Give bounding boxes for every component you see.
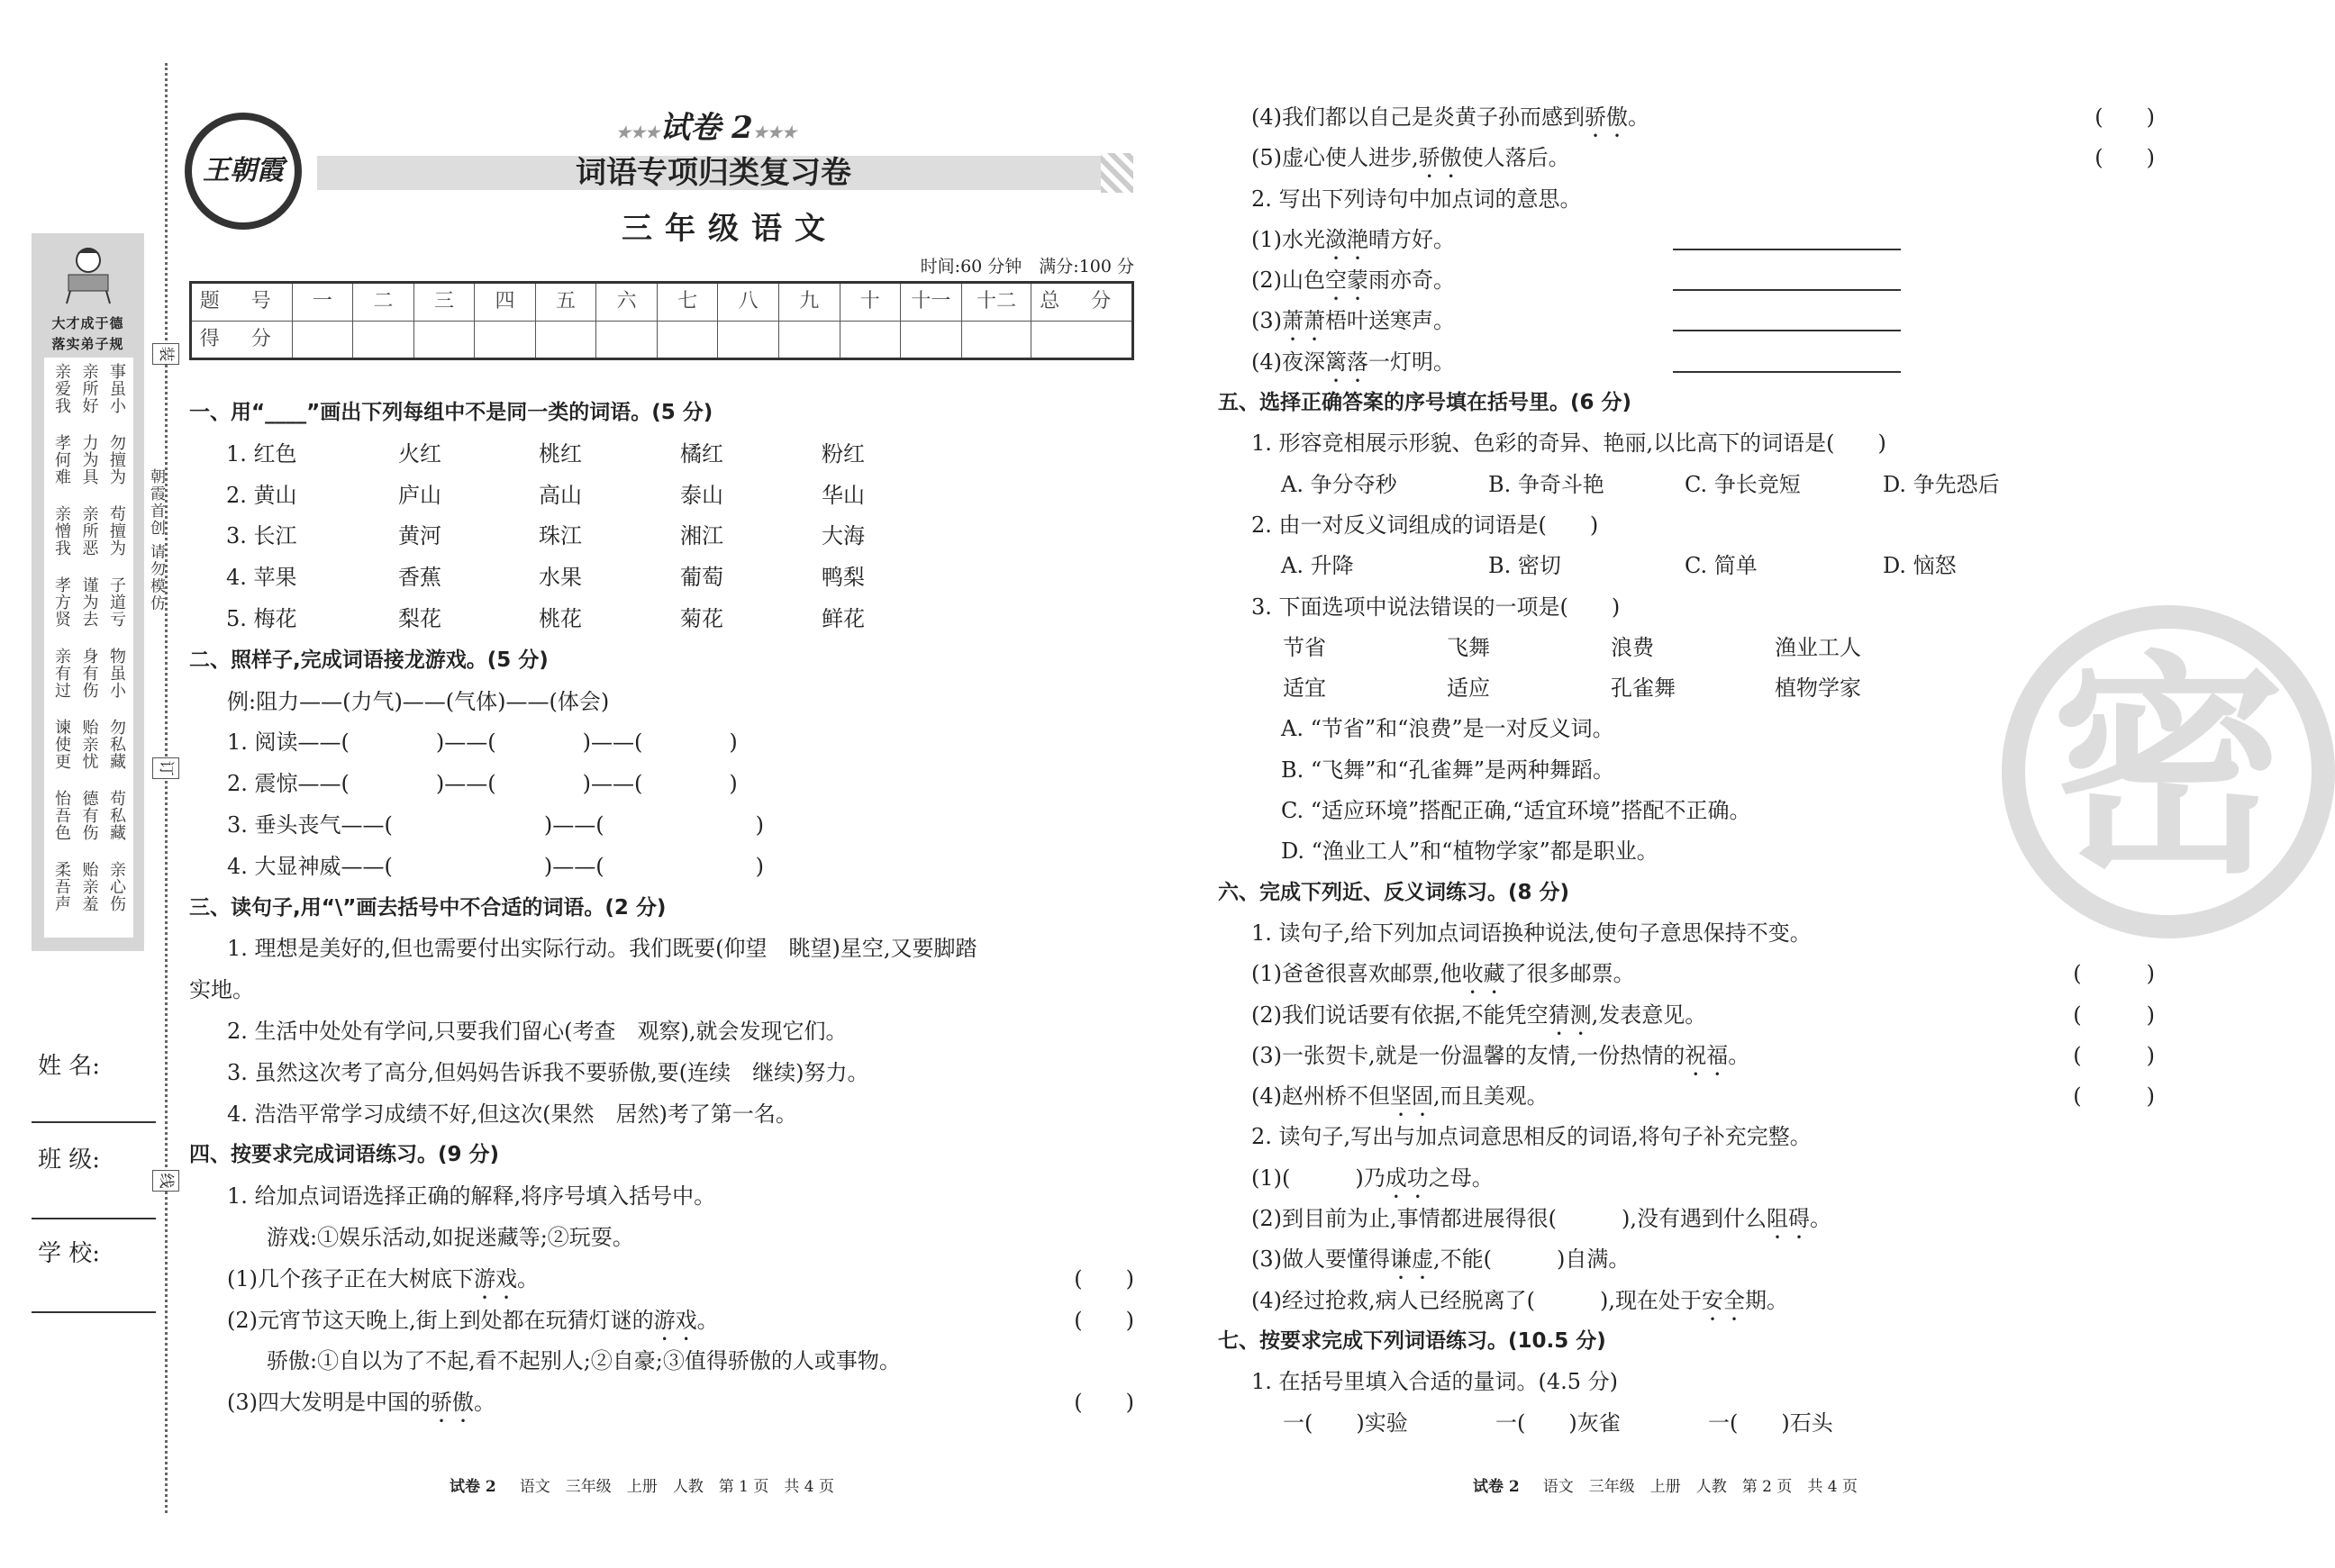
measure-word-row — [1218, 1403, 2155, 1444]
sidebar-dizigui — [32, 233, 144, 951]
right-column — [1218, 97, 2155, 1444]
option[interactable]: A. “节省”和“浪费”是一对反义词。 — [1281, 716, 1614, 742]
dotted-word: 空蒙 — [1325, 267, 1368, 294]
score-cell[interactable] — [535, 321, 596, 359]
answer-line[interactable] — [1673, 249, 1901, 250]
dotted-word: 收藏 — [1461, 961, 1505, 987]
score-cell[interactable] — [353, 321, 414, 359]
poem-item — [1218, 220, 2155, 260]
poem-item — [1218, 260, 2155, 301]
dotted-word: 骄傲 — [431, 1390, 474, 1416]
sentence-item[interactable]: 1. 理想是美好的,但也需要付出实际行动。我们既要(仰望 眺望)星空,又要脚踏 — [227, 936, 977, 962]
item-text: 晴方好。 — [1368, 226, 1455, 252]
answer-blank[interactable]: ( ) — [2073, 961, 2155, 987]
verse: 亲所好 — [79, 363, 99, 414]
item-text: (3) — [1251, 308, 1282, 334]
question-item — [1218, 97, 2155, 138]
footer-info: 语文 三年级 上册 人教 第 2 页 共 4 页 — [1542, 1478, 1858, 1496]
answer-line[interactable] — [1673, 330, 1901, 331]
table-header-cell: 十一 — [901, 283, 962, 322]
copyright-notice: 朝霞首创 请勿模仿 — [147, 468, 165, 612]
word[interactable]: 湘江 — [680, 523, 723, 549]
footer-info: 语文 三年级 上册 人教 第 1 页 共 4 页 — [519, 1478, 834, 1496]
word-group-row — [189, 516, 1134, 557]
word[interactable]: 菊花 — [680, 605, 723, 631]
score-cell[interactable] — [1031, 321, 1133, 359]
dotted-word: 成功 — [1385, 1165, 1429, 1191]
word: 浪费 — [1611, 634, 1654, 660]
fill-item[interactable] — [1218, 1281, 2155, 1321]
verse: 德有伤 — [79, 790, 99, 841]
option[interactable]: A. 争分夺秒 — [1281, 471, 1397, 497]
question-item — [1218, 995, 2155, 1036]
question-item — [189, 1259, 1134, 1301]
word[interactable]: 高山 — [539, 482, 582, 508]
word-group-row — [189, 434, 1134, 476]
word: 飞舞 — [1447, 634, 1490, 660]
item-text[interactable]: ,不能( )自满。 — [1433, 1246, 1631, 1273]
item-text: (5)虚心使人进步, — [1251, 145, 1419, 171]
verse: 孝方贤 — [52, 576, 71, 628]
item-text: (1)几个孩子正在大树底下 — [227, 1265, 474, 1292]
student-reading-icon — [61, 242, 115, 305]
slogan: 大才成于德 — [51, 315, 124, 331]
score-cell[interactable] — [292, 321, 353, 359]
binding-mark: 订 — [152, 757, 179, 779]
dotted-word: 猜测 — [1548, 1002, 1592, 1028]
answer-line[interactable] — [1673, 371, 1901, 373]
dotted-word: 篱落 — [1325, 349, 1368, 375]
verse: 亲憎我 — [52, 505, 71, 557]
exam-meta: 时间:60 分钟 满分:100 分 — [920, 257, 1134, 276]
left-column — [189, 393, 1134, 1424]
dizigui-verses — [44, 358, 133, 938]
dotted-word: 游戏 — [653, 1307, 697, 1333]
word[interactable]: 2. 黄山 — [226, 482, 297, 508]
dotted-word: 谦虚 — [1390, 1246, 1433, 1273]
word-group-row — [189, 557, 1134, 599]
item-text: ,发表意见。 — [1591, 1002, 1707, 1028]
word[interactable]: 香蕉 — [398, 565, 441, 591]
question-prompt: 1. 读句子,给下列加点词语换种说法,使句子意思保持不变。 — [1251, 920, 1812, 946]
binding-line — [165, 63, 168, 1513]
score-cell[interactable] — [961, 321, 1031, 359]
table-header-cell: 三 — [413, 283, 475, 322]
footer-tag: 试卷 2 — [450, 1478, 496, 1496]
sentence-item[interactable]: 3. 虽然这次考了高分,但妈妈告诉我不要骄傲,要(连续 继续)努力。 — [227, 1059, 869, 1085]
poem-item — [1218, 342, 2155, 383]
answer-blank[interactable]: ( ) — [1074, 1390, 1134, 1416]
table-header-cell: 八 — [718, 283, 779, 322]
item-text: 雨亦奇。 — [1368, 267, 1455, 294]
measure-word-blank[interactable]: 一( )实验 — [1283, 1409, 1408, 1436]
dotted-word: 游戏 — [474, 1265, 517, 1292]
word[interactable]: 粉红 — [822, 440, 865, 467]
dotted-word: 安全 — [1701, 1287, 1745, 1313]
dotted-word: 潋滟 — [1325, 226, 1368, 252]
slogan: 落实弟子规 — [51, 336, 124, 352]
table-header-cell: 四 — [475, 283, 536, 322]
word[interactable]: 橘红 — [680, 440, 723, 467]
verse: 怡吾色 — [52, 790, 71, 841]
table-header-cell: 十二 — [961, 283, 1031, 322]
verse: 勿擅为 — [107, 434, 126, 485]
question-item — [189, 1382, 1134, 1424]
score-cell[interactable] — [840, 321, 901, 359]
class-field[interactable] — [32, 1218, 156, 1219]
word[interactable]: 泰山 — [680, 482, 723, 508]
question-prompt: 1. 在括号里填入合适的量词。(4.5 分) — [1251, 1369, 1619, 1395]
score-cell[interactable] — [475, 321, 536, 359]
word-chain-row[interactable]: 4. 大显神威——( )——( ) — [227, 853, 764, 879]
table-row — [191, 283, 1133, 322]
answer-blank[interactable]: ( ) — [2073, 1042, 2155, 1068]
word[interactable]: 庐山 — [398, 482, 441, 508]
section-2-heading: 二、照样子,完成词语接龙游戏。(5 分) — [189, 648, 549, 672]
verse: 贻亲羞 — [79, 861, 99, 912]
answer-blank[interactable]: ( ) — [1074, 1307, 1134, 1333]
section-6-heading: 六、完成下列近、反义词练习。(8 分) — [1218, 880, 1570, 904]
table-header-cell: 九 — [778, 283, 840, 322]
word[interactable]: 桃花 — [539, 605, 582, 631]
table-header-cell: 七 — [657, 283, 718, 322]
section-1-heading: 一、用“____”画出下列每组中不是同一类的词语。(5 分) — [189, 401, 713, 424]
option[interactable]: A. 升降 — [1281, 553, 1354, 579]
measure-word-blank[interactable]: 一( )灰雀 — [1495, 1409, 1621, 1436]
item-text: (4)我们都以自己是炎黄子孙而感到 — [1251, 104, 1585, 130]
verse: 力为具 — [79, 434, 99, 485]
word-chain-row[interactable]: 3. 垂头丧气——( )——( ) — [227, 811, 764, 838]
word: 渔业工人 — [1775, 634, 1861, 660]
score-cell[interactable] — [657, 321, 718, 359]
verse: 亲心伤 — [107, 861, 126, 912]
dotted-word: 骄傲 — [1585, 104, 1628, 130]
sentence-item-continued: 实地。 — [189, 977, 254, 1003]
item-text: 。 — [517, 1265, 539, 1292]
item-text[interactable]: (4)经过抢救,病人已经脱离了( ),现在处于 — [1251, 1287, 1702, 1313]
section-5-heading: 五、选择正确答案的序号填在括号里。(6 分) — [1218, 391, 1632, 415]
word[interactable]: 鲜花 — [822, 605, 865, 631]
verse: 贻亲忧 — [79, 719, 99, 770]
answer-blank[interactable]: ( ) — [2073, 1002, 2155, 1028]
item-text: 梧叶送寒声。 — [1325, 308, 1455, 334]
word: 孔雀舞 — [1611, 675, 1676, 702]
table-header-cell: 六 — [596, 283, 658, 322]
score-cell[interactable] — [901, 321, 962, 359]
word[interactable]: 4. 苹果 — [226, 565, 297, 591]
score-cell[interactable] — [718, 321, 779, 359]
option[interactable]: D. 争先恐后 — [1883, 471, 2000, 497]
option[interactable]: D. “渔业工人”和“植物学家”都是职业。 — [1281, 838, 1658, 865]
definition-line: 游戏:①娱乐活动,如捉迷藏等;②玩耍。 — [267, 1224, 634, 1250]
score-table — [189, 281, 1134, 360]
verse: 子道亏 — [107, 576, 126, 628]
score-cell[interactable] — [778, 321, 840, 359]
item-text: ,而且美观。 — [1433, 1083, 1549, 1110]
word[interactable]: 大海 — [822, 523, 865, 549]
word[interactable]: 珠江 — [539, 523, 582, 549]
binding-mark: 装 — [152, 343, 179, 365]
definition-line: 骄傲:①自以为了不起,看不起别人;②自豪;③值得骄傲的人或事物。 — [267, 1348, 901, 1374]
section-4-heading: 四、按要求完成词语练习。(9 分) — [189, 1143, 500, 1167]
page-title: 词语专项归类复习卷 — [576, 155, 851, 191]
sentence-item[interactable]: 4. 浩浩平常学习成绩不好,但这次(果然 居然)考了第一名。 — [227, 1101, 797, 1127]
stars-icon: ★★★ — [615, 123, 660, 142]
word[interactable]: 桃红 — [539, 440, 582, 467]
verse: 孝何难 — [52, 434, 71, 485]
word[interactable]: 华山 — [822, 482, 865, 508]
answer-blank[interactable]: ( ) — [2094, 104, 2155, 130]
item-text: 。 — [1728, 1042, 1750, 1068]
item-text: (2)山色 — [1251, 267, 1325, 294]
score-row-label: 得 分 — [191, 321, 293, 359]
word[interactable]: 5. 梅花 — [226, 605, 297, 631]
section-3-heading: 三、读句子,用“\”画去括号中不合适的词语。(2 分) — [189, 895, 667, 920]
word: 植物学家 — [1775, 675, 1861, 702]
score-cell[interactable] — [596, 321, 658, 359]
dotted-word: 坚固 — [1390, 1083, 1433, 1110]
verse: 亲有过 — [52, 648, 71, 699]
question-prompt: 2. 读句子,写出与加点词意思相反的词语,将句子补充完整。 — [1251, 1124, 1812, 1150]
verse: 谨为去 — [79, 576, 99, 628]
table-row — [191, 321, 1133, 359]
options-row — [1218, 465, 2155, 505]
paper-label: 试卷 2 — [659, 110, 753, 146]
word[interactable]: 3. 长江 — [226, 523, 297, 549]
words-row — [1218, 668, 2155, 709]
dotted-word: 萧萧 — [1282, 308, 1325, 334]
name-label: 姓 名: — [38, 1053, 101, 1080]
word-group-row — [189, 599, 1134, 640]
table-header-cell: 二 — [353, 283, 414, 322]
words-row — [1218, 628, 2155, 668]
page-footer — [1473, 1477, 1858, 1497]
sentence-item[interactable]: 2. 生活中处处有学问,只要我们留心(考查 观察),就会发现它们。 — [227, 1018, 848, 1044]
word-group-row — [189, 476, 1134, 517]
table-header-cell: 五 — [535, 283, 596, 322]
table-header-cell: 一 — [292, 283, 353, 322]
question-prompt[interactable]: 2. 由一对反义词组成的词语是( ) — [1251, 512, 1599, 538]
item-text: (1)水光 — [1251, 226, 1325, 252]
item-text: 。 — [1809, 1206, 1831, 1232]
question-item — [1218, 138, 2155, 178]
word: 适宜 — [1283, 675, 1326, 702]
word-chain-row[interactable]: 2. 震惊——( )——( )——( ) — [227, 771, 738, 797]
verse: 身有伤 — [79, 648, 99, 699]
item-text: (4)赵州桥不但 — [1251, 1083, 1390, 1110]
table-header-cell: 题 号 — [191, 283, 293, 322]
word[interactable]: 鸭梨 — [822, 565, 865, 591]
question-prompt[interactable]: 3. 下面选项中说法错误的一项是( ) — [1251, 594, 1621, 620]
page-footer — [450, 1477, 834, 1497]
school-field[interactable] — [32, 1311, 156, 1313]
option[interactable]: B. 争奇斗艳 — [1488, 471, 1604, 497]
item-text: 。 — [696, 1307, 719, 1333]
item-text: 了很多邮票。 — [1504, 961, 1635, 987]
verse: 苟私藏 — [107, 790, 126, 841]
option[interactable]: C. 简单 — [1685, 553, 1758, 579]
word[interactable]: 葡萄 — [680, 565, 723, 591]
item-text: 。 — [1628, 104, 1649, 130]
option[interactable]: C. 争长竞短 — [1685, 471, 1801, 497]
measure-word-blank[interactable]: 一( )石头 — [1708, 1409, 1833, 1436]
item-text: (2)我们说话要有依据,不能凭空 — [1251, 1002, 1549, 1028]
option[interactable]: C. “适应环境”搭配正确,“适宜环境”搭配不正确。 — [1281, 798, 1751, 824]
item-text[interactable]: (2)到目前为止,事情都进展得很( ),没有遇到什么 — [1251, 1206, 1767, 1232]
verse: 柔吾声 — [52, 861, 71, 912]
verse: 苟擅为 — [107, 505, 126, 557]
word[interactable]: 火红 — [398, 440, 441, 467]
footer-tag: 试卷 2 — [1473, 1478, 1520, 1496]
item-text: (2)元宵节这天晚上,街上到处都在玩猜灯谜的 — [227, 1307, 654, 1333]
item-text: (1)爸爸很喜欢邮票,他 — [1251, 961, 1462, 987]
subject-grade: 三年级语文 — [622, 211, 838, 247]
answer-line[interactable] — [1673, 289, 1901, 291]
dotted-word: 阻碍 — [1766, 1206, 1810, 1232]
word[interactable]: 1. 红色 — [226, 440, 297, 467]
stars-icon: ★★★ — [752, 123, 797, 142]
option[interactable]: B. 密切 — [1488, 553, 1561, 579]
question-prompt: 1. 给加点词语选择正确的解释,将序号填入括号中。 — [227, 1183, 716, 1210]
answer-blank[interactable]: ( ) — [2073, 1083, 2155, 1110]
verse: 谏使更 — [52, 719, 71, 770]
binding-mark: 线 — [152, 1170, 179, 1192]
item-text: 之母。 — [1428, 1165, 1494, 1191]
score-cell[interactable] — [413, 321, 475, 359]
section-7-heading: 七、按要求完成下列词语练习。(10.5 分) — [1218, 1328, 1606, 1353]
table-header-cell: 十 — [840, 283, 901, 322]
word-chain-row[interactable]: 1. 阅读——( )——( )——( ) — [227, 730, 738, 756]
verse: 物虽小 — [107, 648, 126, 699]
school-label: 学 校: — [38, 1240, 101, 1267]
verse: 勿私藏 — [107, 719, 126, 770]
word: 节省 — [1283, 634, 1326, 660]
options-row — [1218, 546, 2155, 586]
class-label: 班 级: — [38, 1147, 101, 1174]
logo-text: 王朝霞 — [203, 155, 284, 186]
word[interactable]: 水果 — [539, 565, 582, 591]
question-item — [189, 1301, 1134, 1342]
dotted-word: 骄傲 — [1418, 145, 1462, 171]
question-item — [1218, 1036, 2155, 1076]
item-text: (4)夜深 — [1251, 349, 1325, 375]
verse: 亲所恶 — [79, 505, 99, 557]
fill-item[interactable] — [1218, 1199, 2155, 1239]
word[interactable]: 黄河 — [398, 523, 441, 549]
answer-blank[interactable]: ( ) — [1074, 1265, 1134, 1292]
fill-item[interactable] — [1218, 1239, 2155, 1280]
option[interactable]: B. “飞舞”和“孔雀舞”是两种舞蹈。 — [1281, 757, 1614, 783]
item-text: (3)四大发明是中国的 — [227, 1390, 431, 1416]
item-text: (3)一张贺卡,就是一份温馨的友情,一份热情的 — [1251, 1042, 1685, 1068]
table-header-cell: 总 分 — [1031, 283, 1133, 322]
question-item — [1218, 954, 2155, 994]
poem-item — [1218, 301, 2155, 341]
answer-blank[interactable]: ( ) — [2094, 145, 2155, 171]
question-item — [1218, 1076, 2155, 1117]
paper-number — [526, 108, 886, 148]
option[interactable]: D. 恼怒 — [1883, 553, 1957, 579]
word: 适应 — [1447, 675, 1490, 702]
item-text: (3)做人要懂得 — [1251, 1246, 1390, 1273]
verse: 事虽小 — [107, 363, 126, 414]
item-text[interactable]: (1)( )乃 — [1251, 1165, 1386, 1191]
word[interactable]: 梨花 — [398, 605, 441, 631]
brand-logo — [185, 113, 302, 230]
watermark-text: 密 — [2051, 630, 2285, 905]
item-text: 使人落后。 — [1461, 145, 1570, 171]
item-text: 。 — [474, 1390, 495, 1416]
example-line: 例:阻力——(力气)——(气体)——(体会) — [227, 688, 610, 714]
question-prompt: 2. 写出下列诗句中加点词的意思。 — [1251, 186, 1582, 212]
item-text: 期。 — [1744, 1287, 1788, 1313]
name-field[interactable] — [32, 1121, 156, 1123]
verse: 亲爱我 — [52, 363, 71, 414]
fill-item[interactable] — [1218, 1158, 2155, 1199]
item-text: 一灯明。 — [1368, 349, 1455, 375]
question-prompt[interactable]: 1. 形容竞相展示形貌、色彩的奇异、艳丽,以比高下的词语是( ) — [1251, 431, 1886, 457]
dotted-word: 祝福 — [1685, 1042, 1729, 1068]
